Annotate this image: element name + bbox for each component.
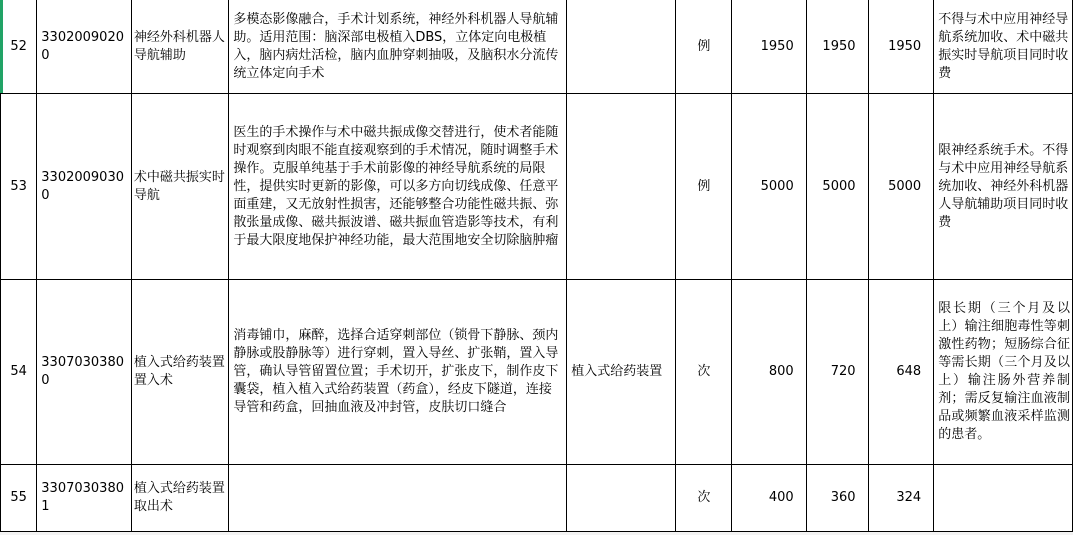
cell-price-1[interactable]: 5000 xyxy=(732,94,806,280)
table-row[interactable] xyxy=(1,94,1073,280)
cell-unit[interactable]: 次 xyxy=(676,465,732,532)
cell-seq[interactable]: 52 xyxy=(1,0,37,94)
cell-note[interactable]: 不得与术中应用神经导航系统加收、术中磁共振实时导航项目同时收费 xyxy=(934,0,1073,94)
cell-price-2[interactable]: 1950 xyxy=(806,0,868,94)
cell-note[interactable]: 限长期（三个月及以上）输注细胞毒性等刺激性药物；短肠综合征等需长期（三个月及以上）输注肠外营养制剂；需反复输注血液制品或频繁血液采样监测的患者。 xyxy=(934,280,1073,465)
cell-excluded[interactable] xyxy=(567,94,676,280)
cell-price-2[interactable]: 5000 xyxy=(806,94,868,280)
cell-unit[interactable]: 例 xyxy=(676,0,732,94)
cell-item-name[interactable]: 术中磁共振实时导航 xyxy=(131,94,229,280)
cell-excluded[interactable] xyxy=(567,465,676,532)
next-row-edge xyxy=(0,531,1073,535)
cell-note[interactable] xyxy=(934,465,1073,532)
cell-item-name[interactable]: 植入式给药装置置入术 xyxy=(131,280,229,465)
cell-code[interactable]: 33070303801 xyxy=(37,465,132,532)
cell-price-1[interactable]: 800 xyxy=(732,280,806,465)
cell-unit[interactable]: 次 xyxy=(676,280,732,465)
cell-price-2[interactable]: 720 xyxy=(806,280,868,465)
cell-item-name[interactable]: 神经外科机器人导航辅助 xyxy=(131,0,229,94)
cell-code[interactable]: 33070303800 xyxy=(37,280,132,465)
cell-price-2[interactable]: 360 xyxy=(806,465,868,532)
cell-price-3[interactable]: 5000 xyxy=(868,94,934,280)
table-row[interactable] xyxy=(1,465,1073,532)
cell-price-1[interactable]: 400 xyxy=(732,465,806,532)
cell-note[interactable]: 限神经系统手术。不得与术中应用神经导航系统加收、神经外科机器人导航辅助项目同时收费 xyxy=(934,94,1073,280)
cell-code[interactable]: 33020090300 xyxy=(37,94,132,280)
cell-price-3[interactable]: 324 xyxy=(868,465,934,532)
cell-price-3[interactable]: 648 xyxy=(868,280,934,465)
cell-item-name[interactable]: 植入式给药装置取出术 xyxy=(131,465,229,532)
cell-item-content[interactable]: 多模态影像融合，手术计划系统，神经外科机器人导航辅助。适用范围：脑深部电极植入DBS，立体定向电极植入，脑内病灶活检，脑内血肿穿刺抽吸，及脑积水分流传统立体定向手术 xyxy=(229,0,567,94)
cell-excluded[interactable] xyxy=(567,0,676,94)
cell-unit[interactable]: 例 xyxy=(676,94,732,280)
cell-item-content[interactable]: 消毒铺巾，麻醉，选择合适穿刺部位（锁骨下静脉、颈内静脉或股静脉等）进行穿刺，置入导丝、扩张鞘，置入导管，确认导管留置位置；手术切开，扩张皮下，制作皮下囊袋，植入植入式给药装置（药盒），经皮下隧道，连接导管和药盒，回抽血液及冲封管，皮肤切口缝合 xyxy=(229,280,567,465)
cell-item-content[interactable] xyxy=(229,465,567,532)
cell-item-content[interactable]: 医生的手术操作与术中磁共振成像交替进行，使术者能随时观察到肉眼不能直接观察到的手术情况，随时调整手术操作。克服单纯基于手术前影像的神经导航系统的局限性，提供实时更新的影像，可以多方向切线成像、任意平面重建，又无放射性损害，还能够整合功能性磁共振、弥散张量成像、磁共振波谱、磁共振血管造影等技术，有利于最大限度地保护神经功能，最大范围地安全切除脑肿瘤 xyxy=(229,94,567,280)
cell-price-3[interactable]: 1950 xyxy=(868,0,934,94)
cell-seq[interactable]: 53 xyxy=(1,94,37,280)
cell-code[interactable]: 33020090200 xyxy=(37,0,132,94)
cell-seq[interactable]: 54 xyxy=(1,280,37,465)
table-row[interactable] xyxy=(1,0,1073,94)
cell-price-1[interactable]: 1950 xyxy=(732,0,806,94)
row-selection-marker xyxy=(0,0,3,93)
cell-excluded[interactable]: 植入式给药装置 xyxy=(567,280,676,465)
table-row[interactable] xyxy=(1,280,1073,465)
cell-seq[interactable]: 55 xyxy=(1,465,37,532)
